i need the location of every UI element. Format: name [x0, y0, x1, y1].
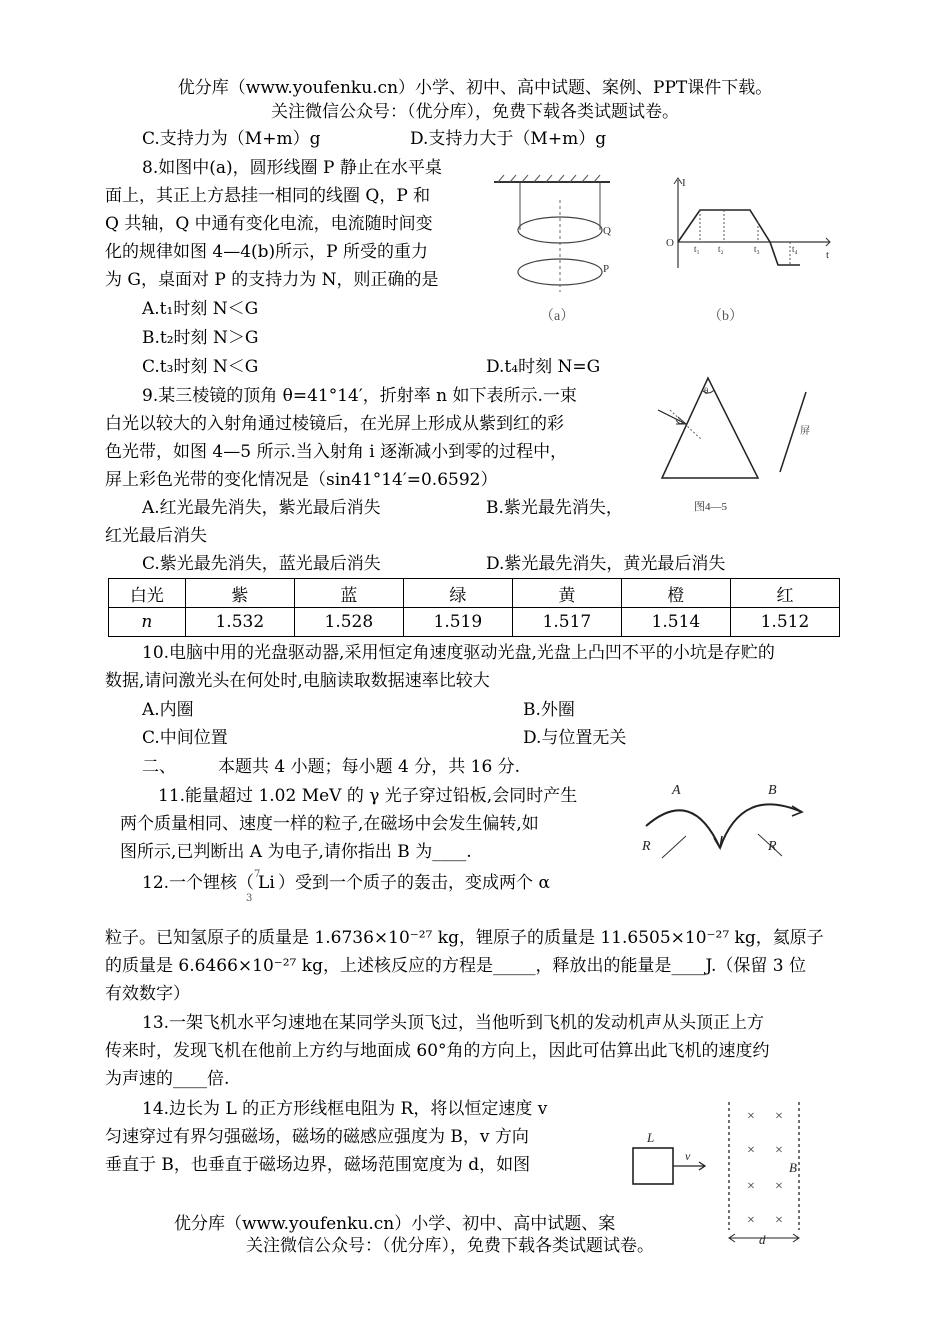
- label-origin: O: [666, 237, 674, 249]
- q12-line-4: 有效数字）: [105, 984, 190, 1004]
- label-field-b: B: [789, 1160, 797, 1175]
- q8-line-4: 化的规律如图 4—4(b)所示，P 所受的重力: [105, 242, 429, 262]
- q9-option-d: D.紫光最先消失，黄光最后消失: [486, 554, 726, 574]
- coil-figure-a: [490, 172, 615, 332]
- q13-line-3: 为声速的____倍.: [105, 1069, 230, 1089]
- q7-option-c: C.支持力为（M+m）g: [142, 129, 321, 149]
- table-row: [109, 608, 840, 637]
- field-cross: ×: [747, 1143, 755, 1158]
- current-time-graph: [660, 172, 838, 332]
- label-t1: t₁: [694, 244, 700, 254]
- table-cell: 蓝: [294, 579, 403, 608]
- table-cell: 1.528: [294, 608, 403, 637]
- atomic-number: 3: [246, 893, 253, 904]
- table-cell: 1.532: [185, 608, 294, 637]
- prism-figure: [650, 370, 820, 520]
- q10-option-a: A.内圈: [142, 700, 194, 720]
- label-track-a: A: [672, 783, 681, 798]
- label-track-b: B: [768, 783, 777, 798]
- field-cross: ×: [747, 1109, 755, 1124]
- mass-number: 7: [254, 869, 261, 880]
- q10-line-2: 数据,请问激光头在何处时,电脑读取数据速率比较大: [105, 671, 490, 691]
- label-p: P: [603, 263, 610, 275]
- field-cross: ×: [775, 1213, 783, 1228]
- label-fig-a: （a）: [540, 309, 575, 324]
- label-width-d: d: [759, 1232, 766, 1247]
- section-2-number: 二、: [142, 757, 176, 777]
- refractive-index-table: [108, 578, 840, 637]
- q13-line-2: 传来时，发现飞机在他前上方约与地面成 60°角的方向上，因此可估算出此飞机的速度约: [105, 1041, 770, 1061]
- q12-line-3: 的质量是 6.6466×10⁻²⁷ kg，上述核反应的方程是_____，释放出的能量是____J.（保留 3 位: [105, 956, 806, 976]
- q8-line-3: Q 共轴，Q 中通有变化电流，电流随时间变: [105, 214, 433, 234]
- label-fig-4-5: 图4—5: [694, 501, 727, 513]
- q8-option-a: A.t₁时刻 N＜G: [142, 299, 259, 319]
- q12-line-1: [142, 869, 550, 904]
- header-line-1: 优分库（www.youfenku.cn）小学、初中、高中试题、案例、PPT课件下载。: [177, 78, 773, 98]
- footer-line-1: 优分库（www.youfenku.cn）小学、初中、高中试题、案: [174, 1214, 616, 1234]
- lithium-symbol: Li: [258, 873, 275, 893]
- label-velocity: v: [685, 1149, 691, 1163]
- label-q: Q: [603, 225, 611, 237]
- table-cell: 1.512: [730, 608, 839, 637]
- q14-line-3: 垂直于 B，也垂直于磁场边界，磁场范围宽度为 d，如图: [105, 1155, 531, 1175]
- page-header: [0, 76, 950, 124]
- field-cross: ×: [775, 1179, 783, 1194]
- q10-option-c: C.中间位置: [142, 728, 228, 748]
- table-cell: 橙: [621, 579, 730, 608]
- magnetic-field-figure: [625, 1098, 835, 1248]
- q10-option-d: D.与位置无关: [523, 728, 627, 748]
- label-t3: t₃: [754, 244, 760, 254]
- lithium-nuclide: [246, 869, 278, 904]
- table-cell: 紫: [185, 579, 294, 608]
- table-cell: 1.514: [621, 608, 730, 637]
- q8-option-d: D.t₄时刻 N=G: [486, 357, 601, 377]
- label-t2: t₂: [718, 244, 724, 254]
- q8-line-1: 8.如图中(a)，圆形线圈 P 静止在水平桌: [142, 158, 442, 178]
- q8-option-c: C.t₃时刻 N＜G: [142, 357, 259, 377]
- q10-option-b: B.外圈: [523, 700, 575, 720]
- header-line-2: 关注微信公众号：（优分库），免费下载各类试题试卷。: [271, 102, 679, 122]
- q9-option-b: B.紫光最先消失，: [486, 498, 623, 518]
- label-side-l: L: [647, 1130, 655, 1145]
- q7-option-d: D.支持力大于（M+m）g: [410, 129, 607, 149]
- q9-option-b-cont: 红光最后消失: [105, 526, 207, 546]
- q9-option-a: A.红光最先消失，紫光最后消失: [142, 498, 381, 518]
- q9-line-4: 屏上彩色光带的变化情况是（sin41°14′=0.6592）: [105, 470, 498, 490]
- table-cell: 白光: [109, 579, 186, 608]
- q12-line-1-start: 12.一个锂核（: [142, 873, 255, 893]
- label-fig-b: （b）: [708, 309, 743, 324]
- table-cell: n: [109, 608, 186, 637]
- field-cross: ×: [747, 1179, 755, 1194]
- q12-line-1-end: ）受到一个质子的轰击，变成两个 α: [278, 873, 550, 893]
- table-cell: 1.519: [403, 608, 512, 637]
- q8-line-5: 为 G，桌面对 P 的支持力为 N，则正确的是: [105, 270, 439, 290]
- q9-option-c: C.紫光最先消失，蓝光最后消失: [142, 554, 381, 574]
- q13-line-1: 13.一架飞机水平匀速地在某同学头顶飞过，当他听到飞机的发动机声从头顶正上方: [142, 1013, 765, 1033]
- q8-option-b: B.t₂时刻 N＞G: [142, 328, 259, 348]
- footer-line-2: 关注微信公众号：（优分库），免费下载各类试题试卷。: [246, 1236, 654, 1256]
- label-radius-1: R: [642, 839, 651, 854]
- label-t-axis: t: [826, 249, 830, 261]
- table-header-row: [109, 579, 840, 608]
- q14-line-2: 匀速穿过有界匀强磁场，磁场的磁感应强度为 B，v 方向: [105, 1127, 529, 1147]
- label-i-axis: I: [682, 177, 686, 189]
- q8-line-2: 面上，其正上方悬挂一相同的线圈 Q，P 和: [105, 186, 431, 206]
- q14-line-1: 14.边长为 L 的正方形线框电阻为 R，将以恒定速度 v: [142, 1099, 548, 1119]
- q11-line-3: 图所示,已判断出 A 为电子,请你指出 B 为____.: [120, 842, 472, 862]
- q9-line-1: 9.某三棱镜的顶角 θ=41°14′，折射率 n 如下表所示.一束: [142, 386, 577, 406]
- q9-line-3: 色光带，如图 4—5 所示.当入射角 i 逐渐减小到零的过程中，: [105, 442, 568, 462]
- field-cross: ×: [747, 1213, 755, 1228]
- q11-line-2: 两个质量相同、速度一样的粒子,在磁场中会发生偏转,如: [120, 814, 539, 834]
- table-cell: 1.517: [512, 608, 621, 637]
- label-screen: 屏: [800, 426, 810, 437]
- label-theta: θ: [704, 386, 709, 396]
- section-2-title: 本题共 4 小题；每小题 4 分，共 16 分.: [218, 757, 521, 777]
- field-cross: ×: [775, 1143, 783, 1158]
- particle-track-figure: [632, 776, 812, 876]
- table-cell: 黄: [512, 579, 621, 608]
- q10-line-1: 10.电脑中用的光盘驱动器,采用恒定角速度驱动光盘,光盘上凸凹不平的小坑是存贮的: [142, 643, 775, 663]
- q12-line-2: 粒子。已知氢原子的质量是 1.6736×10⁻²⁷ kg，锂原子的质量是 11.6505×10⁻²⁷ kg，氦原子: [105, 928, 824, 948]
- table-cell: 红: [730, 579, 839, 608]
- field-cross: ×: [775, 1109, 783, 1124]
- label-radius-2: R: [768, 839, 777, 854]
- table-cell: 绿: [403, 579, 512, 608]
- q11-line-1: 11.能量超过 1.02 MeV 的 γ 光子穿过铅板,会同时产生: [158, 786, 578, 806]
- q9-line-2: 白光以较大的入射角通过棱镜后，在光屏上形成从紫到红的彩: [105, 414, 564, 434]
- label-t4: t₄: [792, 244, 798, 254]
